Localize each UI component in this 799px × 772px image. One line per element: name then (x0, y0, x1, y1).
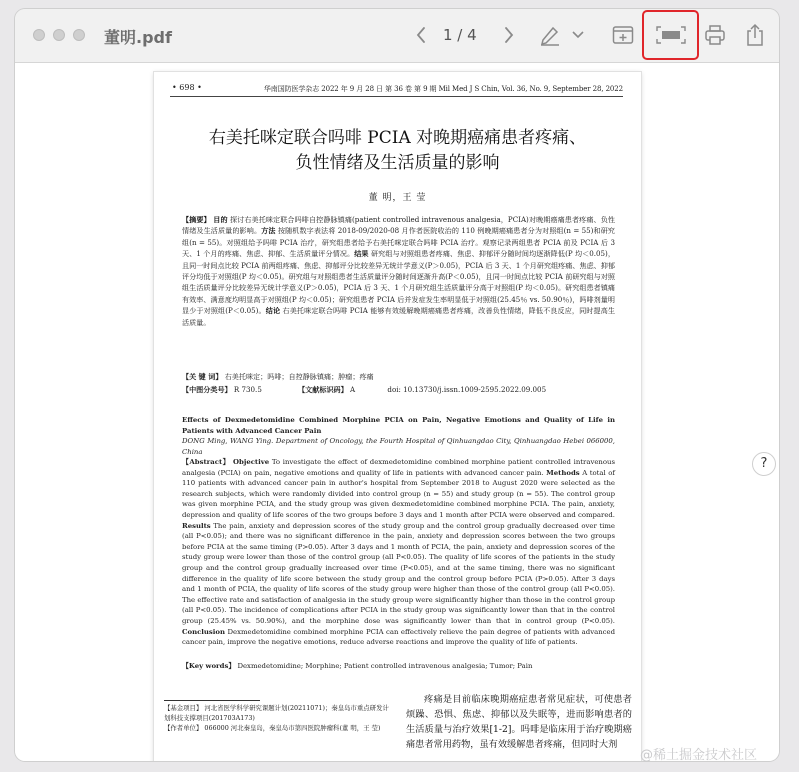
header-journal: 华南国防医学杂志 2022 年 9 月 28 日 第 36 卷 第 9 期 Mil Med J S Chin, Vol. 36, No. 9, September 28, 2022 (263, 85, 623, 93)
abstract-en-text-2: The pain, anxiety and depression scores of the study group and the control group gradually decreased over time (all P<0.05); and there was no significant difference in the pain, anxiety and depression scores between the two groups before PCIA at the same timing (P>0.05). After 3 days and 1 month of PCIA, the pain, anxiety and depression scores of the study group were lower than those of the control group (all P<0.05). The quality of life scores of the patients in the study group and the control group gradually increased over time (P<0.05), and at the same timing, there was no significant difference in the quality of life score between the study group and the control group before PCIA (P>0.05). After 3 days and 1 month of PCIA, the quality of life scores of the study group were higher than those of the control group (all P<0.05). The effective rate and satisfaction of analgesia in the study group were significantly higher than those in the control group (all P<0.05). The incidence of complications after PCIA in the study group was significantly lower than that in the control group (25.45% vs. 50.90%), and the morphine dose was significantly lower than that in control group (P<0.05). (182, 521, 615, 625)
abstract-en-label-2: Results (182, 521, 211, 530)
keywords-en-label: 【Key words】 (182, 662, 236, 670)
header-page-number: • 698 • (172, 83, 202, 92)
window-plus-icon (612, 25, 634, 45)
abstract-en-label-1: Methods (546, 468, 580, 477)
ocr-button-highlight (642, 10, 699, 60)
keywords-cn-label: 【关 键 词】 (182, 372, 223, 381)
english-authors: DONG Ming, WANG Ying. Department of Oncology, the Fourth Hospital of Qinhuangdao City, Qinhuangdao Hebei 066000, China (182, 437, 615, 456)
abstract-en-label-3: Conclusion (182, 627, 226, 636)
clc-label: 【中图分类号】 (182, 385, 232, 394)
doi: doi: 10.13730/j.issn.1009-2595.2022.09.005 (387, 385, 547, 394)
abstract-en-label-0: 【Abstract】 Objective (182, 458, 270, 466)
doc-code-value: A (350, 385, 356, 394)
watermark: @稀土掘金技术社区 (640, 748, 758, 763)
article-title-line1: 右美托咪定联合吗啡 PCIA 对晚期癌痛患者疼痛、 (208, 128, 587, 148)
english-title-block (182, 415, 615, 436)
share-icon (745, 23, 765, 47)
english-title: Effects of Dexmedetomidine Combined Morphine PCIA on Pain, Negative Emotions and Quality of Life in Patients with Advanced Cancer Pain (182, 416, 615, 435)
page-header (170, 81, 623, 97)
abstract-en (182, 457, 615, 648)
next-page-button[interactable] (499, 22, 519, 48)
minimize-window-button[interactable] (53, 29, 65, 41)
help-icon[interactable]: ? (752, 452, 776, 476)
abstract-cn-text-2: 研究组与对照组患者疼痛、焦虑、抑郁评分随时间均逐渐降低(P 均＜0.05)，且同一时间点比较 PCIA 前两组疼痛、焦虑、抑郁评分比较差异无统计学意义(P＞0.05)，PCIA 后 3 天、1 个月研究组疼痛、焦虑、抑郁评分均低于对照组(P 均＜0.05)。研究组与对照组患者生活质量评分随时间逐渐升高(P＜0.05)，且同一时间点比较 PCIA 前研究组与对照组生活质量评分比较差异无统计学意义(P＞0.05)，PCIA 后 3 天、1 个月研究组生活质量评分高于对照组(P 均＜0.05)。研究组患者镇痛有效率、满意度均明显高于对照组(P 均＜0.05)；研究组患者 PCIA 后并发症发生率明显低于对照组(25.45％ vs. 50.90％)，吗啡剂量明显少于对照组(P＜0.05)。 (182, 249, 615, 316)
previous-page-button[interactable] (411, 22, 431, 48)
abstract-en-text-1: A total of 110 patients with advanced cancer pain in author's hospital from September 2018 to August 2020 were selected as the research subjects, which were randomly divided into control group (n = 55) and study group (n = 55). The control group was given morphine PCIA, and the study group was given dexmedetomidine combined morphine PCIA. The pain, anxiety, depression and quality of life scores of the two groups before 3 days and 1 month after PCIA were observed and compared. (182, 468, 615, 519)
abstract-cn-text-3: 右美托咪定联合吗啡 PCIA 能够有效缓解晚期癌痛患者疼痛，改善负性情绪，降低不良反应，同时提高生活质量。 (182, 306, 616, 327)
body-paragraph: 疼痛是目前临床晚期癌症患者常见症状，可使患者烦躁、恐惧、焦虑、抑郁以及失眠等，进而影响患者的生活质量与治疗效果[1-2]。吗啡是临床用于治疗晚期癌痛患者常用药物，虽有效缓解患者疼痛，但同时大剂 (406, 694, 632, 750)
clc-value: R 730.5 (233, 385, 262, 394)
pen-icon (539, 24, 561, 46)
footnote: 【基金项目】 河北省医学科学研究课题计划(20211071)；秦皇岛市重点研发计划科技支撑项目(201703A173) 【作者单位】 066000 河北秦皇岛，秦皇岛市第四医院肿瘤科(董 明，王 莹) (164, 704, 389, 732)
markup-button[interactable] (538, 22, 562, 48)
document-title: 董明.pdf (104, 28, 172, 47)
printer-icon (704, 24, 726, 46)
page-indicator: 1 / 4 (443, 26, 477, 44)
chevron-right-icon (504, 27, 514, 43)
close-window-button[interactable] (33, 29, 45, 41)
article-title-line2: 负性情绪及生活质量的影响 (295, 153, 500, 173)
keywords-en-text: Dexmedetomidine; Morphine; Patient controlled intravenous analgesia; Tumor; Pain (235, 662, 533, 670)
footnote-divider (164, 700, 260, 701)
abstract-cn-label-3: 结论 (265, 306, 281, 316)
print-button[interactable] (703, 22, 727, 48)
toolbar (15, 9, 779, 63)
abstract-cn-label-1: 方法 (261, 226, 276, 236)
classification-row (182, 385, 615, 395)
abstract-cn-label-0: 【摘要】 目的 (182, 215, 228, 224)
markup-menu-button[interactable] (571, 22, 585, 48)
abstract-cn (182, 214, 615, 328)
keywords-cn (182, 372, 615, 382)
abstract-cn-text-0: 探讨右美托咪定联合吗啡自控静脉镇痛(patient controlled intravenous analgesia，PCIA)对晚期癌痛患者疼痛、负性情绪及生活质量的影响。 (182, 215, 615, 236)
share-button[interactable] (743, 22, 767, 48)
preview-window (15, 9, 779, 761)
keywords-en (182, 661, 615, 672)
chevron-down-icon (572, 31, 584, 39)
keywords-cn-text: 右美托咪定；吗啡；自控静脉镇痛；肿瘤；疼痛 (224, 372, 374, 381)
article-title (164, 126, 631, 176)
zoom-window-button[interactable] (73, 29, 85, 41)
doc-code-label: 【文献标识码】 (298, 385, 348, 394)
abstract-en-text-3: Dexmedetomidine combined morphine PCIA can effectively relieve the pain degree of patients with advanced cancer pain, improve the negative emotions, reduce adverse reactions and improve the quality of life of patients. (182, 627, 615, 647)
abstract-en-text-0: To investigate the effect of dexmedetomidine combined morphine patient controlled intravenous analgesia (PCIA) on pain, negative emotions and quality of life in patients with advanced cancer pain. (182, 458, 615, 477)
abstract-cn-text-1: 按随机数字表法将 2018-09/2020-08 月作者医院收治的 110 例晚期癌痛患者分为对照组(n = 55)和研究组(n = 55)。对照组给予吗啡 PCIA 治疗，研究组患者给予右美托咪定联合吗啡 PCIA 治疗。观察记录两组患者 PCIA 前及 PCIA 后 3 天、1 个月的疼痛、焦虑、抑郁、生活质量评分情况。 (182, 226, 615, 259)
document-canvas[interactable] (15, 63, 779, 761)
new-window-button[interactable] (611, 22, 635, 48)
article-authors: 董 明，王 莹 (368, 193, 427, 203)
pdf-page[interactable] (154, 72, 641, 761)
chevron-left-icon (416, 27, 426, 43)
abstract-cn-label-2: 结果 (354, 249, 369, 259)
